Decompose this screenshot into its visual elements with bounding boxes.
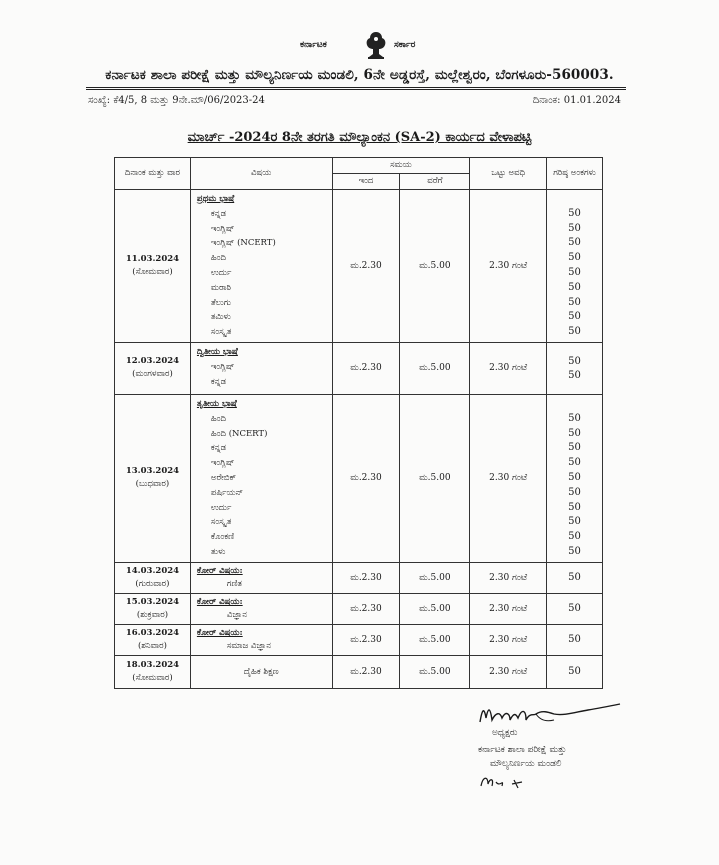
header-from: ಇಂದ [332, 174, 400, 190]
govt-label-right: ಸರ್ಕಾರ [394, 40, 416, 50]
exam-timetable [114, 157, 603, 689]
date-cell [115, 593, 191, 624]
duration: 2.30 ಗಂಟೆ [470, 593, 547, 624]
table-row [115, 394, 603, 562]
date-cell [115, 562, 191, 593]
date-cell [115, 342, 191, 394]
subject-item: ಉರ್ದು [210, 267, 232, 278]
exam-date: 11.03.2024 [125, 253, 180, 264]
start-time: ಮ.2.30 [332, 394, 400, 562]
exam-day: (ಶನಿವಾರ) [137, 640, 167, 651]
subject-item: ತಮಿಳು [210, 312, 231, 323]
end-time: ಮ.5.00 [400, 394, 470, 562]
subject-item: ವಿಜ್ಞಾನ [226, 609, 248, 620]
subject-item: ಸಂಸ್ಕೃತ [210, 517, 232, 528]
start-time: ಮ.2.30 [332, 593, 400, 624]
subject-cell [190, 342, 332, 394]
exam-date: 16.03.2024 [125, 627, 180, 638]
subject-group: ತೃತೀಯ ಭಾಷೆ [196, 398, 237, 409]
marks-cell [547, 342, 603, 394]
letterhead [0, 30, 719, 64]
state-emblem-icon [363, 30, 389, 60]
marks-cell [547, 190, 603, 343]
start-time: ಮ.2.30 [332, 655, 400, 688]
marks-value: 50 [568, 442, 581, 454]
start-time: ಮ.2.30 [332, 190, 400, 343]
header-rule [86, 87, 626, 88]
subject-item: ಇಂಗ್ಲಿಷ್ [210, 223, 235, 234]
marks-value: 50 [568, 252, 581, 264]
subject-item: ಇಂಗ್ಲಿಷ್ [210, 458, 235, 469]
subject-item: ಪರ್ಷಿಯನ್ [210, 487, 244, 498]
exam-date: 13.03.2024 [125, 466, 180, 477]
table-row [115, 562, 603, 593]
subject-item: ಗಣಿತ [226, 578, 243, 589]
marks-value: 50 [568, 237, 581, 249]
end-time: ಮ.5.00 [400, 562, 470, 593]
subject-item: ತೆಲುಗು [210, 297, 231, 308]
marks-value: 50 [568, 311, 581, 323]
duration: 2.30 ಗಂಟೆ [470, 394, 547, 562]
subject-item: ಕನ್ನಡ [210, 443, 227, 454]
date-cell [115, 190, 191, 343]
subject-item: ಹಿಂದಿ [210, 413, 227, 424]
marks-value: 50 [568, 427, 581, 439]
marks-value: 50 [568, 370, 581, 382]
header-rule-second [86, 89, 626, 90]
signatory-org-line1: ಕರ್ನಾಟಕ ಶಾಲಾ ಪರೀಕ್ಷೆ ಮತ್ತು [478, 745, 567, 755]
header-time: ಸಮಯ [332, 158, 470, 174]
table-row [115, 593, 603, 624]
marks-value: 50 [568, 486, 581, 498]
header-max-marks: ಗರಿಷ್ಠ ಅಂಕಗಳು [547, 158, 603, 190]
duration: 2.30 ಗಂಟೆ [470, 655, 547, 688]
subject-group: ಕೋರ್ ವಿಷಯ: [196, 627, 243, 638]
exam-day: (ಸೋಮವಾರ) [132, 266, 173, 277]
marks-value: 50 [568, 281, 581, 293]
subject-item: ಹಿಂದಿ (NCERT) [210, 428, 268, 439]
duration: 2.30 ಗಂಟೆ [470, 562, 547, 593]
exam-day: (ಗುರುವಾರ) [135, 578, 170, 589]
subject-cell [190, 394, 332, 562]
date-cell [115, 394, 191, 562]
duration: 2.30 ಗಂಟೆ [470, 190, 547, 343]
initials-mark-icon [478, 770, 538, 792]
date-cell [115, 624, 191, 655]
exam-day: (ಶುಕ್ರವಾರ) [136, 609, 169, 620]
subject-item: ಹಿಂದಿ [210, 253, 227, 264]
marks-value: 50 [547, 562, 603, 593]
marks-value: 50 [568, 296, 581, 308]
reference-number: ಸಂಖ್ಯೆ: ಕೆ4/5, 8 ಮತ್ತು 9ನೇ.ಮೌ/06/2023-24 [88, 95, 265, 106]
subject-group: ಪ್ರಥಮ ಭಾಷೆ [196, 194, 235, 204]
header-duration: ಒಟ್ಟು ಅವಧಿ [470, 158, 547, 190]
start-time: ಮ.2.30 [332, 342, 400, 394]
header-subject: ವಿಷಯ [190, 158, 332, 190]
subject-cell [190, 624, 332, 655]
exam-date: 14.03.2024 [125, 565, 180, 576]
subject-item: ಕನ್ನಡ [210, 376, 227, 387]
end-time: ಮ.5.00 [400, 655, 470, 688]
marks-value: 50 [568, 457, 581, 469]
end-time: ಮ.5.00 [400, 190, 470, 343]
subject-cell [190, 562, 332, 593]
marks-value: 50 [568, 355, 581, 367]
exam-day: (ಬುಧವಾರ) [135, 479, 170, 490]
end-time: ಮ.5.00 [400, 342, 470, 394]
marks-cell [547, 394, 603, 562]
subject-group: ಕೋರ್ ವಿಷಯ: [196, 596, 243, 607]
duration: 2.30 ಗಂಟೆ [470, 624, 547, 655]
marks-value: 50 [568, 412, 581, 424]
date-cell [115, 655, 191, 688]
exam-day: (ಮಂಗಳವಾರ) [132, 369, 173, 380]
govt-label-left: ಕರ್ನಾಟಕ [300, 40, 327, 50]
subject-item: ಮರಾಠಿ [210, 282, 231, 293]
subject-item: ತುಳು [210, 546, 226, 557]
subject-item: ಅರೇಬಿಕ್ [210, 472, 237, 483]
marks-value: 50 [568, 516, 581, 528]
exam-date: 12.03.2024 [125, 356, 180, 367]
marks-value: 50 [568, 471, 581, 483]
subject-cell [190, 190, 332, 343]
subject-group: ದ್ವಿತೀಯ ಭಾಷೆ [196, 346, 238, 357]
marks-value: 50 [568, 501, 581, 513]
exam-date: 15.03.2024 [125, 596, 180, 607]
duration: 2.30 ಗಂಟೆ [470, 342, 547, 394]
marks-value: 50 [547, 593, 603, 624]
subject-item: ದೈಹಿಕ ಶಿಕ್ಷಣ [190, 655, 332, 688]
marks-value: 50 [568, 531, 581, 543]
marks-value: 50 [568, 326, 581, 338]
marks-value: 50 [568, 545, 581, 557]
subject-item: ಕನ್ನಡ [210, 208, 227, 219]
table-row [115, 190, 603, 343]
marks-value: 50 [568, 266, 581, 278]
handwritten-signature [476, 700, 626, 728]
marks-value: 50 [547, 624, 603, 655]
signatory-org-line2: ಮೌಲ್ಯನಿರ್ಣಯ ಮಂಡಲಿ [490, 759, 562, 769]
exam-date: 18.03.2024 [125, 659, 180, 670]
board-name: ಕರ್ನಾಟಕ ಶಾಲಾ ಪರೀಕ್ಷೆ ಮತ್ತು ಮೌಲ್ಯನಿರ್ಣಯ ಮಂಡಲಿ, 6ನೇ ಅಡ್ಡರಸ್ತೆ, ಮಲ್ಲೇಶ್ವರಂ, ಬೆಂಗಳೂರು-560003. [105, 67, 614, 83]
subject-item: ಸಮಾಜ ವಿಜ್ಞಾನ [226, 640, 272, 651]
start-time: ಮ.2.30 [332, 562, 400, 593]
table-row [115, 342, 603, 394]
marks-value: 50 [568, 207, 581, 219]
page-title: ಮಾರ್ಚ್ -2024ರ 8ನೇ ತರಗತಿ ಮೌಲ್ಯಾಂಕನ (SA-2) ಕಾರ್ಯದ ವೇಳಾಪಟ್ಟಿ [187, 130, 532, 145]
header-to: ವರೆಗೆ [400, 174, 470, 190]
signatory-title: ಅಧ್ಯಕ್ಷರು [492, 728, 518, 738]
subject-item: ಉರ್ದು [210, 502, 232, 513]
marks-value: 50 [547, 655, 603, 688]
table-row [115, 624, 603, 655]
subject-group: ಕೋರ್ ವಿಷಯ: [196, 565, 243, 576]
end-time: ಮ.5.00 [400, 624, 470, 655]
subject-item: ಸಂಸ್ಕೃತ [210, 327, 232, 338]
end-time: ಮ.5.00 [400, 593, 470, 624]
marks-value: 50 [568, 222, 581, 234]
start-time: ಮ.2.30 [332, 624, 400, 655]
subject-cell [190, 593, 332, 624]
exam-day: (ಸೋಮವಾರ) [132, 672, 173, 683]
subject-item: ಇಂಗ್ಲಿಷ್ [210, 361, 235, 372]
header-date-day: ದಿನಾಂಕ ಮತ್ತು ವಾರ [115, 158, 191, 190]
subject-item: ಇಂಗ್ಲಿಷ್ (NCERT) [210, 238, 276, 249]
issue-date: ದಿನಾಂಕ: 01.01.2024 [532, 95, 621, 106]
subject-item: ಕೊಂಕಣಿ [210, 532, 235, 543]
table-row [115, 655, 603, 688]
